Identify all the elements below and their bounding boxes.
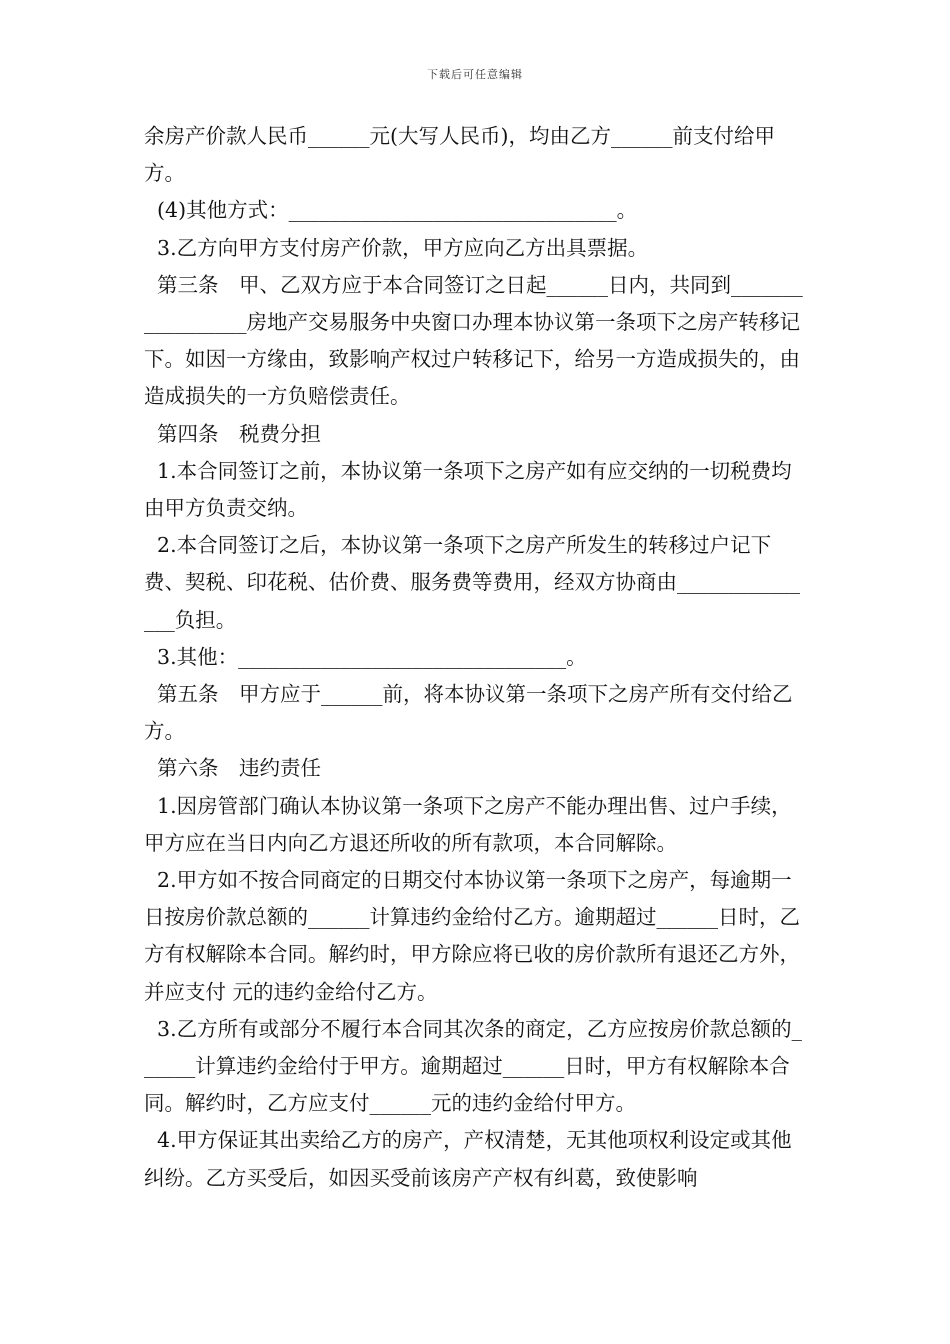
paragraph-article-4-item-2: 2.本合同签订之后，本协议第一条项下之房产所发生的转移过户记下费、契税、印花税、估价费、服务费等费用，经双方协商由_______________负担。 (144, 533, 800, 632)
paragraph-other-payment: (4)其他方式：________________________________。 (144, 198, 638, 223)
heading-article-4: 第四条 税费分担 (144, 421, 322, 446)
document-body (144, 118, 810, 1197)
page-header: 下载后可任意编辑 (427, 68, 523, 81)
paragraph-article-4-item-3: 3.其他：________________________________。 (144, 644, 587, 669)
paragraph-article-6-item-4: 4.甲方保证其出卖给乙方的房产，产权清楚，无其他项权利设定或其他纠纷。乙方买受后，如因买受前该房产产权有纠葛，致使影响 (144, 1128, 792, 1190)
paragraph-article-6-item-2: 2.甲方如不按合同商定的日期交付本协议第一条项下之房产，每逾期一日按房价款总额的______计算违约金给付乙方。逾期超过______日时，乙方有权解除本合同。解约时，甲方除应将已收的房价款所有退还乙方外，并应支付 元的违约金给付乙方。 (144, 868, 800, 1004)
paragraph-article-3: 第三条 甲、乙双方应于本合同签订之日起______日内，共同到_________________房地产交易服务中央窗口办理本协议第一条项下之房产转移记下。如因一方缘由，致影响产权过户转移记下，给另一方造成损失的，由造成损失的一方负赔偿责任。 (144, 272, 803, 409)
paragraph-article-6-item-1: 1.因房管部门确认本协议第一条项下之房产不能办理出售、过户手续，甲方应在当日内向乙方退还所收的所有款项，本合同解除。 (144, 793, 792, 855)
paragraph-article-4-item-1: 1.本合同签订之前，本协议第一条项下之房产如有应交纳的一切税费均由甲方负责交纳。 (144, 458, 792, 521)
heading-article-6: 第六条 违约责任 (144, 756, 322, 781)
paragraph-receipt: 3.乙方向甲方支付房产价款，甲方应向乙方出具票据。 (144, 235, 649, 260)
paragraph-payment-balance: 余房产价款人民币______元(大写人民币)，均由乙方______前支付给甲方。 (144, 124, 775, 186)
paragraph-article-6-item-3: 3.乙方所有或部分不履行本合同其次条的商定，乙方应按房价款总额的______计算违约金给付于甲方。逾期超过______日时，甲方有权解除本合同。解约时，乙方应支付______元的违约金给付甲方。 (144, 1016, 802, 1116)
paragraph-article-5: 第五条 甲方应于______前，将本协议第一条项下之房产所有交付给乙方。 (144, 682, 793, 744)
